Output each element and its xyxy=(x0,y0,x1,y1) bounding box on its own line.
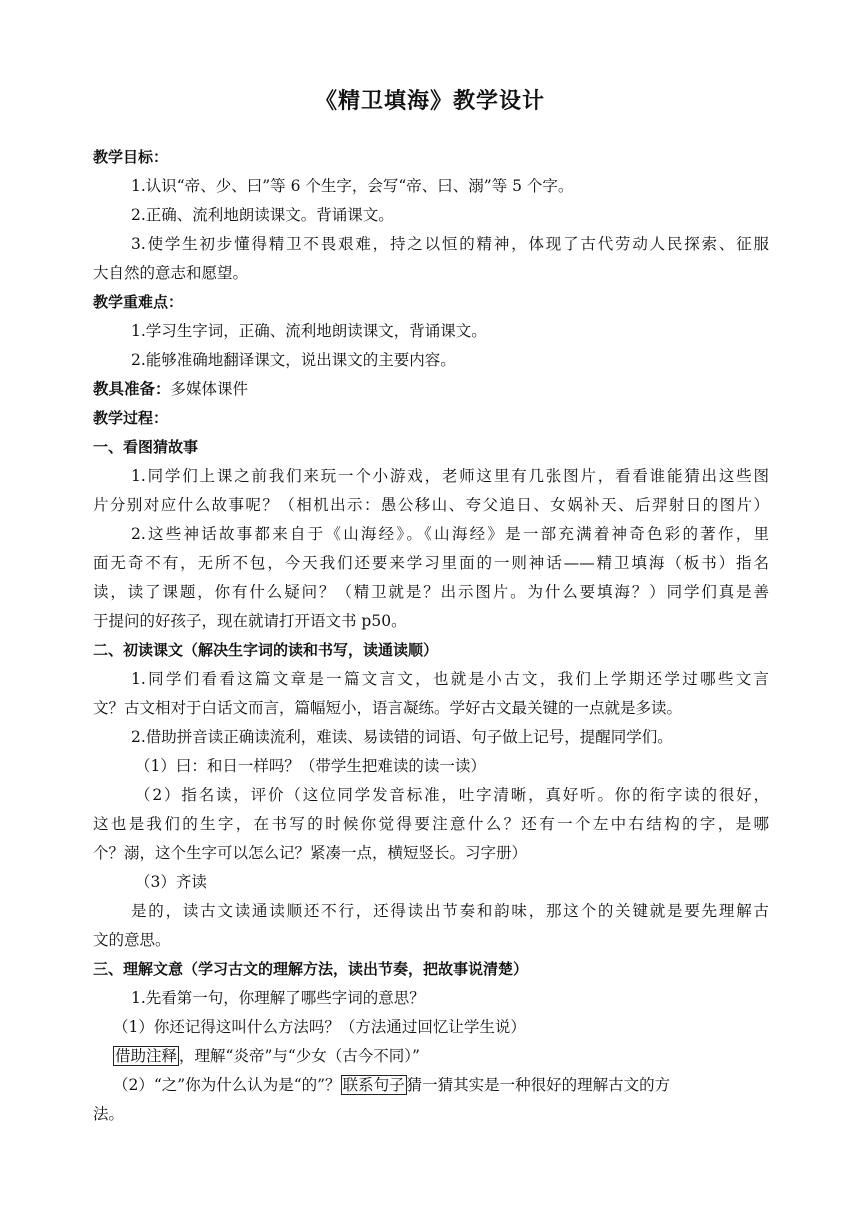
goal-item: 3.使学生初步懂得精卫不畏艰难，持之以恒的精神，体现了古代劳动人民探索、征服 xyxy=(131,235,769,253)
tools-label: 教具准备： xyxy=(93,380,171,398)
section2-paragraph: 文的意思。 xyxy=(93,931,171,949)
section1-paragraph: 面无奇不有，无所不包，今天我们还要来学习里面的一则神话——精卫填海（板书）指名 xyxy=(93,554,769,572)
key-point-item: 2.能够准确地翻译课文，说出课文的主要内容。 xyxy=(131,351,456,369)
section3-paragraph: 法。 xyxy=(93,1105,125,1123)
subitem-text: （2）“之”你为什么认为是“的”？ xyxy=(113,1076,341,1094)
section3-subitem: （1）你还记得这叫什么方法吗？（方法通过回忆让学生说） xyxy=(113,1018,526,1036)
section1-paragraph: 片分别对应什么故事呢？（相机出示：愚公移山、夸父追日、女娲补天、后羿射日的图片） xyxy=(93,496,769,514)
key-point-item: 1.学习生字词，正确、流利地朗读课文，背诵课文。 xyxy=(131,322,487,340)
document-title: 《精卫填海》教学设计 xyxy=(314,89,545,114)
subitem-text: 猜一猜其实是一种很好的理解古文的方 xyxy=(406,1076,671,1094)
method-box-annotation: 借助注释 xyxy=(115,1047,178,1065)
goal-item-continued: 大自然的意志和愿望。 xyxy=(93,264,249,282)
section3-subitem xyxy=(93,1071,769,1100)
tools-line xyxy=(93,375,769,404)
section2-paragraph: 这也是我们的生字，在书写的时候你觉得要注意什么？还有一个左中右结构的字，是哪 xyxy=(93,815,769,833)
section1-paragraph: 读，读了课题，你有什么疑问？（精卫就是？出示图片。为什么要填海？）同学们真是善 xyxy=(93,583,769,601)
process-heading: 教学过程： xyxy=(93,409,169,427)
section2-subitem: （1）曰：和日一样吗？（带学生把难读的读一读） xyxy=(135,757,486,775)
section2-paragraph: 1.同学们看看这篇文章是一篇文言文，也就是小古文，我们上学期还学过哪些文言 xyxy=(131,670,769,688)
section3-method-line xyxy=(93,1042,769,1071)
section3-paragraph: 1.先看第一句，你理解了哪些字词的意思？ xyxy=(131,989,425,1007)
section2-subitem: （3）齐读 xyxy=(135,873,207,891)
method-line-text: ，理解“炎帝”与“少女（古今不同）” xyxy=(179,1047,420,1065)
goals-heading: 教学目标： xyxy=(93,148,169,166)
goal-item: 1.认识“帝、少、曰”等 6 个生字，会写“帝、曰、溺”等 5 个字。 xyxy=(131,177,574,195)
section3-heading: 三、理解文意（学习古文的理解方法，读出节奏，把故事说清楚） xyxy=(93,960,529,978)
goal-item: 2.正确、流利地朗读课文。背诵课文。 xyxy=(131,206,394,224)
section1-paragraph: 2.这些神话故事都来自于《山海经》。《山海经》是一部充满着神奇色彩的著作，里 xyxy=(131,525,769,543)
section2-paragraph: 2.借助拼音读正确读流利，难读、易读错的词语、句子做上记号，提醒同学们。 xyxy=(131,728,673,746)
method-box-context: 联系句子 xyxy=(342,1076,405,1094)
document-body xyxy=(93,143,769,1129)
section2-paragraph: 个？溺，这个生字可以怎么记？紧凑一点，横短竖长。习字册） xyxy=(93,844,528,862)
section2-heading: 二、初读课文（解决生字词的读和书写，读通读顺） xyxy=(93,641,439,659)
section2-paragraph: 是的，读古文读通读顺还不行，还得读出节奏和韵味，那这个的关键就是要先理解古 xyxy=(131,902,769,920)
section2-paragraph: 文？古文相对于白话文而言，篇幅短小，语言凝练。学好古文最关键的一点就是多读。 xyxy=(93,699,683,717)
section1-paragraph: 于提问的好孩子，现在就请打开语文书 p50。 xyxy=(93,612,407,630)
section2-subitem: （2）指名读，评价（这位同学发音标准，吐字清晰，真好听。你的衔字读的很好， xyxy=(135,786,769,804)
tools-value: 多媒体课件 xyxy=(170,380,249,398)
key-points-heading: 教学重难点： xyxy=(93,293,184,311)
section1-heading: 一、看图猜故事 xyxy=(93,438,199,456)
section1-paragraph: 1.同学们上课之前我们来玩一个小游戏，老师这里有几张图片，看看谁能猜出这些图 xyxy=(131,467,769,485)
